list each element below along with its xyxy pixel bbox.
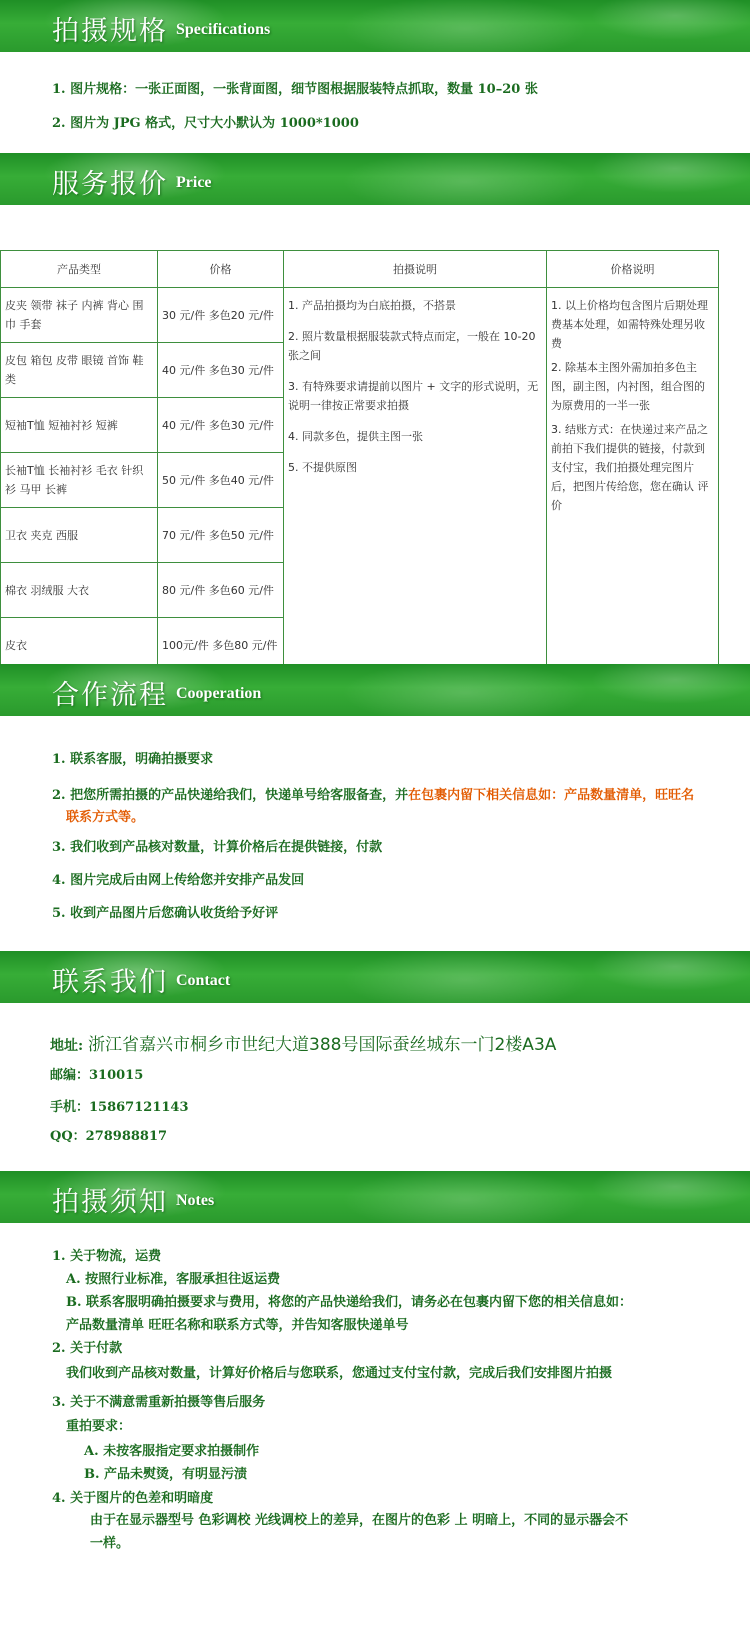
header-price-notes: 价格说明 — [547, 251, 719, 288]
notes-banner — [0, 1171, 750, 1223]
cooperation-banner — [0, 664, 750, 716]
price-note: 2. 除基本主图外需加拍多色主图，副主图，内衬图，组合图的为原费用的一半一张 — [551, 361, 705, 412]
section-title-en: Price — [176, 174, 212, 191]
product-type-cell: 长袖T恤 长袖衬衫 毛衣 针织衫 马甲 长裤 — [1, 453, 158, 508]
spec-item-1: 1. 图片规格：一张正面图，一张背面图，细节图根据服装特点抓取，数量 10–20 张 — [52, 82, 538, 97]
section-title-zh: 服务报价 — [52, 169, 168, 200]
shoot-note: 1. 产品拍摄均为白底拍摄，不搭景 — [288, 299, 456, 312]
contact-banner — [0, 951, 750, 1003]
note-line: 2. 关于付款 — [52, 1341, 123, 1356]
coop-step-2-continued: 联系方式等。 — [66, 810, 145, 825]
coop-step-2-text: 2. 把您所需拍摄的产品快递给我们，快递单号给客服备查，并 — [52, 788, 409, 803]
product-type-cell: 皮包 箱包 皮带 眼镜 首饰 鞋类 — [1, 343, 158, 398]
product-type-cell: 卫衣 夹克 西服 — [1, 508, 158, 563]
coop-step-2-highlight: 在包裹内留下相关信息如：产品数量清单，旺旺名 — [408, 788, 695, 803]
coop-step-1: 1. 联系客服，明确拍摄要求 — [52, 752, 214, 767]
price-cell: 40 元/件 多色30 元/件 — [158, 343, 284, 398]
price-cell: 40 元/件 多色30 元/件 — [158, 398, 284, 453]
section-title-zh: 拍摄规格 — [52, 16, 168, 47]
price-cell: 100元/件 多色80 元/件 — [158, 618, 284, 673]
note-line: 4. 关于图片的色差和明暗度 — [52, 1491, 214, 1506]
price-table — [0, 250, 719, 673]
table-header-row — [1, 251, 719, 288]
price-cell: 70 元/件 多色50 元/件 — [158, 508, 284, 563]
shoot-notes-cell — [284, 288, 547, 673]
note-line: 由于在显示器型号 色彩调校 光线调校上的差异，在图片的色彩 上 明暗上，不同的显示器会不 — [90, 1513, 629, 1528]
section-title-en: Cooperation — [176, 685, 262, 702]
note-line: 我们收到产品核对数量，计算好价格后与您联系，您通过支付宝付款，完成后我们安排图片拍摄 — [66, 1366, 613, 1381]
table-row — [1, 288, 719, 343]
note-line: 一样。 — [90, 1536, 130, 1551]
header-product-type: 产品类型 — [1, 251, 158, 288]
section-title-en: Specifications — [176, 21, 271, 38]
coop-step-3: 3. 我们收到产品核对数量，计算价格后在提供链接，付款 — [52, 840, 383, 855]
section-title-en: Notes — [176, 1192, 215, 1209]
contact-phone: 手机：15867121143 — [50, 1100, 189, 1115]
note-line: A. 按照行业标准，客服承担往返运费 — [66, 1272, 281, 1287]
product-type-cell: 皮衣 — [1, 618, 158, 673]
product-type-cell: 皮夹 领带 袜子 内裤 背心 围巾 手套 — [1, 288, 158, 343]
specifications-banner — [0, 0, 750, 52]
coop-step-5: 5. 收到产品图片后您确认收货给予好评 — [52, 906, 279, 921]
note-line: B. 产品未熨烫，有明显污渍 — [84, 1467, 248, 1482]
shoot-note: 3. 有特殊要求请提前以图片 + 文字的形式说明，无说明一律按正常要求拍摄 — [288, 380, 539, 412]
section-title-zh: 联系我们 — [52, 967, 168, 998]
price-cell: 80 元/件 多色60 元/件 — [158, 563, 284, 618]
note-line: 产品数量清单 旺旺名称和联系方式等，并告知客服快递单号 — [66, 1318, 409, 1333]
price-cell: 30 元/件 多色20 元/件 — [158, 288, 284, 343]
shoot-note: 4. 同款多色，提供主图一张 — [288, 430, 423, 443]
product-type-cell: 短袖T恤 短袖衬衫 短裤 — [1, 398, 158, 453]
coop-step-2 — [52, 784, 694, 803]
contact-address — [50, 1030, 556, 1055]
price-cell: 50 元/件 多色40 元/件 — [158, 453, 284, 508]
price-note: 1. 以上价格均包含图片后期处理费基本处理，如需特殊处理另收费 — [551, 299, 708, 350]
header-price: 价格 — [158, 251, 284, 288]
coop-step-4: 4. 图片完成后由网上传给您并安排产品发回 — [52, 873, 305, 888]
header-shoot-notes: 拍摄说明 — [284, 251, 547, 288]
section-title-en: Contact — [176, 972, 231, 989]
contact-postcode: 邮编：310015 — [50, 1068, 144, 1083]
price-notes-cell — [547, 288, 719, 673]
section-title-zh: 拍摄须知 — [52, 1187, 168, 1218]
product-type-cell: 棉衣 羽绒服 大衣 — [1, 563, 158, 618]
price-banner — [0, 153, 750, 205]
shoot-note: 2. 照片数量根据服装款式特点而定，一般在 10-20 张之间 — [288, 330, 536, 362]
spec-item-2: 2. 图片为 JPG 格式，尺寸大小默认为 1000*1000 — [52, 116, 359, 131]
note-line: A. 未按客服指定要求拍摄制作 — [84, 1444, 260, 1459]
note-line: B. 联系客服明确拍摄要求与费用，将您的产品快递给我们，请务必在包裹内留下您的相关信息如： — [66, 1295, 633, 1310]
address-value: 浙江省嘉兴市桐乡市世纪大道388号国际蚕丝城东一门2楼A3A — [88, 1035, 557, 1055]
note-line: 3. 关于不满意需重新拍摄等售后服务 — [52, 1395, 266, 1410]
contact-qq: QQ：278988817 — [50, 1129, 168, 1144]
note-line: 1. 关于物流，运费 — [52, 1249, 162, 1264]
note-line: 重拍要求： — [66, 1419, 132, 1434]
address-label: 地址: — [50, 1038, 84, 1054]
price-note: 3. 结账方式：在快递过来产品之前拍下我们提供的链接，付款到支付宝，我们拍摄处理完图片后，把图片传给您，您在确认 评价 — [551, 423, 709, 512]
shoot-note: 5. 不提供原图 — [288, 461, 357, 474]
section-title-zh: 合作流程 — [52, 680, 168, 711]
